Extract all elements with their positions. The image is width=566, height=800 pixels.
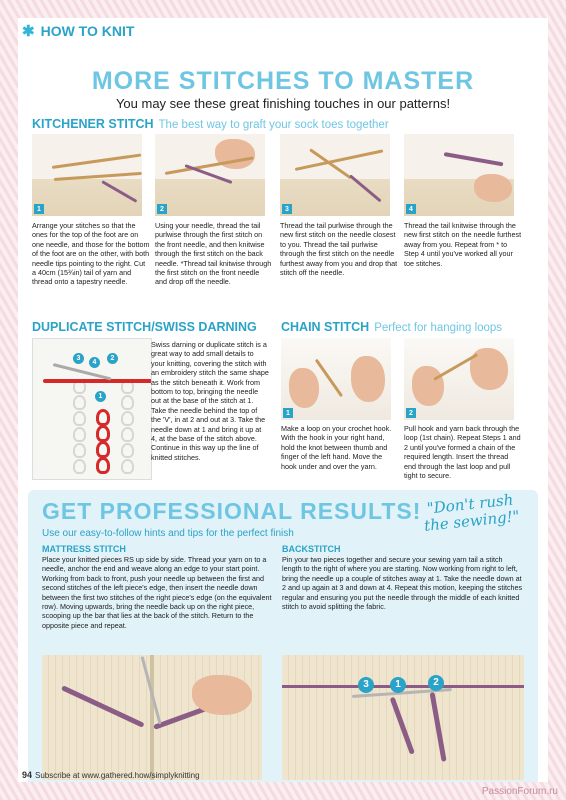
duplicate-heading: DUPLICATE STITCH/SWISS DARNING xyxy=(32,320,257,334)
kitchener-tagline: The best way to graft your sock toes together xyxy=(158,119,389,131)
page-title: MORE STITCHES TO MASTER xyxy=(91,67,475,95)
label-4: 4 xyxy=(89,357,100,368)
chain-photo-2 xyxy=(404,338,514,420)
chain-step-1-text: Make a loop on your crochet hook. With the hook in your right hand, hold the knot between thumb and finger of the left hand. Move the hook under and over the yarn. xyxy=(281,424,392,471)
step-number: 3 xyxy=(282,204,292,214)
backstitch-photo xyxy=(282,655,524,780)
professional-heading: GET PROFESSIONAL RESULTS! xyxy=(42,498,422,524)
section-header xyxy=(22,20,134,42)
mattress-text: Place your knitted pieces RS up side by side. Thread your yarn on to a needle, anchor the end and weave along an edge to your start point. Working from back to front, push your needle up between the first and second stitches of the left piece's edge, then insert the needle down between the first two stitches of the right piece's edge (on the equivalent row). Moving upwards, bring the needle back up on the right piece, scooping up the bar that lies at the back of the stitch. Return to the opposite piece and repeat. xyxy=(42,555,272,630)
professional-hint: Use our easy-to-follow hints and tips for the perfect finish xyxy=(42,528,294,539)
section-label: HOW TO KNIT xyxy=(40,23,135,39)
kitchener-photo-3 xyxy=(280,134,390,216)
label-3: 3 xyxy=(358,677,374,693)
step-number: 4 xyxy=(406,204,416,214)
page-number: 94 xyxy=(22,770,33,780)
footer xyxy=(22,770,200,780)
page xyxy=(18,18,548,782)
kitchener-step-3-text: Thread the tail purlwise through the new first stitch on the needle closest to you. Thread the tail purlwise through the first stitch on the needle furthest away from you and drop that stitch off the needle. xyxy=(280,221,398,278)
chain-tagline: Perfect for hanging loops xyxy=(374,322,503,334)
label-1: 1 xyxy=(390,677,406,693)
pull-quote: "Don't rush the sewing!" xyxy=(423,490,521,535)
kitchener-step-1-text: Arrange your stitches so that the ones for the top of the foot are on one needle, and those for the bottom of the foot are on the other, with both needle tips pointing to the right. Cut a 40cm (15¾in) tail of yarn and thread onto a tapestry needle. xyxy=(32,221,150,287)
step-number: 1 xyxy=(283,408,293,418)
page-subtitle: You may see these great finishing touches in our patterns! xyxy=(115,96,451,111)
kitchener-photo-2 xyxy=(155,134,265,216)
chain-photo-1 xyxy=(281,338,391,420)
backstitch-text: Pin your two pieces together and secure your sewing yarn tail a stitch length to the right of where you are starting. Now working from right to left, bring the needle up a couple of stitches away at 1. Take the needle down at 2 and up again at 3 and down at 4. Repeat this motion, keeping the stitches regular and ensuring you put the needle through the middle of each knitted stitch to avoid splitting the fabric. xyxy=(282,555,523,612)
watermark: PassionForum.ru xyxy=(481,786,558,797)
kitchener-photo-4 xyxy=(404,134,514,216)
chain-heading xyxy=(281,320,502,334)
duplicate-text: Swiss darning or duplicate stitch is a great way to add small details to your knitting, covering the stitch with an embroidery stitch the same shape as the stitch beneath it. Work from bottom to top, bringing the needle out at the base of the stitch at 1. Take the needle behind the top of the 'V', in at 2 and out at 3. Take the needle down at 1 and bring it up at 4, at the base of the stitch above. Continue in this way up the line of knitted stitches. xyxy=(151,340,269,462)
step-number: 2 xyxy=(157,204,167,214)
mattress-heading: MATTRESS STITCH xyxy=(42,544,126,554)
duplicate-stitch-diagram xyxy=(32,338,152,480)
kitchener-step-2-text: Using your needle, thread the tail purlwise through the first stitch on the front needle, and then knitwise through the first stitch on the back needle. *Thread tail knitwise through the first stitch on the front needle and drop off the needle. xyxy=(155,221,272,287)
backstitch-heading: BACKSTITCH xyxy=(282,544,341,554)
label-2: 2 xyxy=(428,675,444,691)
kitchener-photo-1 xyxy=(32,134,142,216)
mattress-photo xyxy=(42,655,262,780)
kitchener-step-4-text: Thread the tail knitwise through the new first stitch on the needle furthest away from you. Repeat from * to Step 4 until you've worked all your toe stitches. xyxy=(404,221,522,268)
professional-results-panel xyxy=(28,490,538,782)
subscribe-link[interactable]: Subscribe at www.gathered.how/simplyknitting xyxy=(35,771,200,780)
label-3: 3 xyxy=(73,353,84,364)
step-number: 2 xyxy=(406,408,416,418)
chain-title: CHAIN STITCH xyxy=(281,320,370,334)
label-1: 1 xyxy=(95,391,106,402)
kitchener-title: KITCHENER STITCH xyxy=(32,117,154,131)
asterisk-icon: ✱ xyxy=(22,23,35,40)
step-number: 1 xyxy=(34,204,44,214)
chain-step-2-text: Pull hook and yarn back through the loop (1st chain). Repeat Steps 1 and 2 until you've formed a chain of the required length. Insert the thread end through the last loop and pull tight to secure. xyxy=(404,424,521,481)
label-2: 2 xyxy=(107,353,118,364)
kitchener-heading xyxy=(32,117,389,131)
